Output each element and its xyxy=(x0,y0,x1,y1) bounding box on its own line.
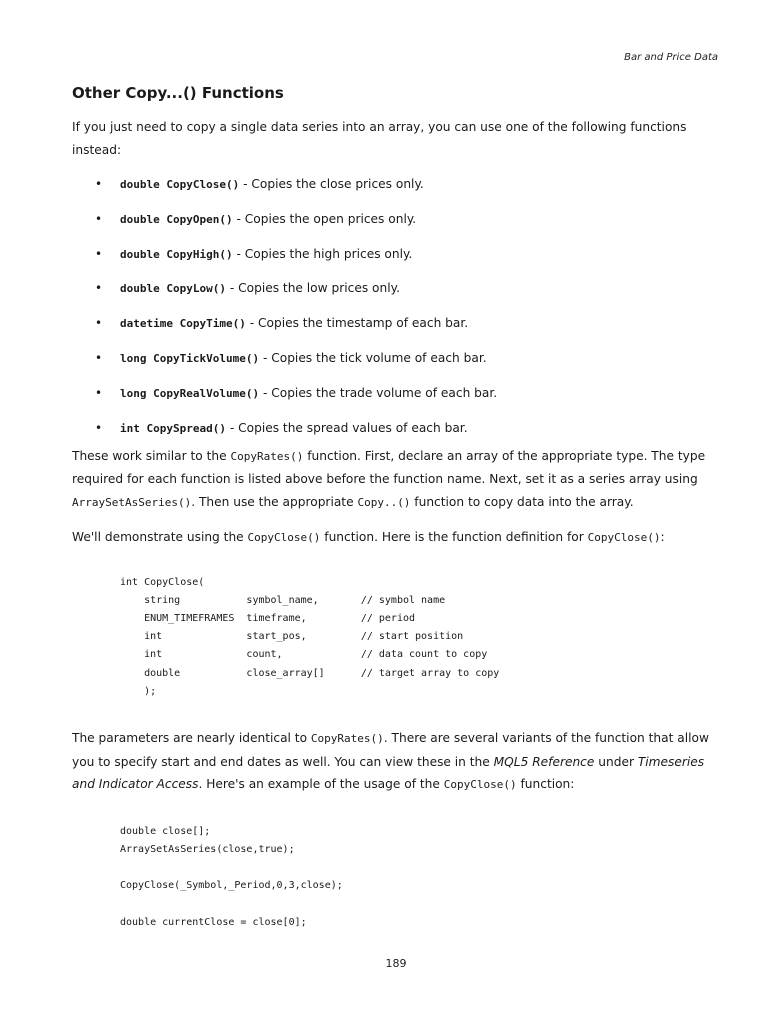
function-signature: int CopySpread() xyxy=(120,421,226,435)
list-item xyxy=(72,175,712,210)
text-run: . Then use the appropriate xyxy=(191,494,358,509)
function-signature: long CopyTickVolume() xyxy=(120,351,260,365)
inline-code: CopyClose() xyxy=(587,531,661,545)
list-item xyxy=(72,349,712,384)
function-description: - Copies the spread values of each bar. xyxy=(225,420,468,435)
function-signature: double CopyOpen() xyxy=(120,212,233,226)
function-list xyxy=(72,175,712,445)
intro-paragraph: If you just need to copy a single data series into an array, you can use one of the following functions instead: xyxy=(72,120,687,157)
text-run: These work similar to the xyxy=(72,448,231,463)
inline-code: CopyClose() xyxy=(247,531,321,545)
function-description: - Copies the tick volume of each bar. xyxy=(259,350,487,365)
list-item xyxy=(72,419,712,445)
inline-code: CopyRates() xyxy=(310,732,384,745)
inline-code: CopyRates() xyxy=(230,449,304,463)
function-signature: double CopyLow() xyxy=(120,282,226,296)
list-item xyxy=(72,245,712,280)
list-item xyxy=(72,210,712,245)
italic-reference: Timeseries and Indicator Access xyxy=(72,754,705,791)
text-run: function. First, declare an array of the appropriate type. The type required for each function is listed above before the function name. Next, set it as a series array using xyxy=(72,448,706,487)
paragraph-parameters xyxy=(72,727,712,797)
function-signature: datetime CopyTime() xyxy=(120,317,246,331)
text-run: The parameters are nearly identical to xyxy=(72,731,311,745)
function-description: - Copies the trade volume of each bar. xyxy=(259,385,498,400)
function-description: - Copies the low prices only. xyxy=(225,281,400,296)
function-signature: long CopyRealVolume() xyxy=(120,386,260,400)
paragraph-copyrates xyxy=(72,445,712,515)
function-signature: double CopyHigh() xyxy=(120,247,233,261)
list-item xyxy=(72,384,712,419)
italic-reference: MQL5 Reference xyxy=(493,754,595,769)
text-run: function to copy data into the array. xyxy=(410,494,634,509)
function-description: - Copies the open prices only. xyxy=(232,211,417,226)
text-run: . There are several variants of the function that allow you to specify start and end dates as well. You can view these in the xyxy=(72,731,709,769)
inline-code: Copy..() xyxy=(357,495,411,509)
function-description: - Copies the close prices only. xyxy=(239,177,424,191)
inline-code: CopyClose() xyxy=(443,778,517,791)
function-description: - Copies the high prices only. xyxy=(232,246,413,261)
section-heading: Other Copy...() Functions xyxy=(72,84,284,102)
paragraph-demonstrate xyxy=(72,526,712,550)
text-run: under xyxy=(594,754,638,769)
page-body xyxy=(72,84,712,932)
text-run: . Here's an example of the usage of the xyxy=(198,777,444,791)
function-signature: double CopyClose() xyxy=(120,178,240,191)
text-run: : xyxy=(660,530,665,545)
page-number: 189 xyxy=(385,957,407,970)
code-block-example: double close[]; ArraySetAsSeries(close,true); CopyClose(_Symbol,_Period,0,3,close); double currentClose = close[0]; xyxy=(120,825,343,928)
list-item xyxy=(72,279,712,314)
text-run: function: xyxy=(516,777,575,791)
running-header: Bar and Price Data xyxy=(624,52,718,63)
text-run: We'll demonstrate using the xyxy=(72,530,248,545)
inline-code: ArraySetAsSeries() xyxy=(72,495,192,509)
list-item xyxy=(72,314,712,349)
code-block-definition: int CopyClose( string symbol_name, // symbol name ENUM_TIMEFRAMES timeframe, // period int start_pos, // start position int count, // data count to copy double close_array[] // target array to copy ); xyxy=(120,576,500,697)
text-run: function. Here is the function definition for xyxy=(320,530,588,545)
function-description: - Copies the timestamp of each bar. xyxy=(245,316,469,331)
